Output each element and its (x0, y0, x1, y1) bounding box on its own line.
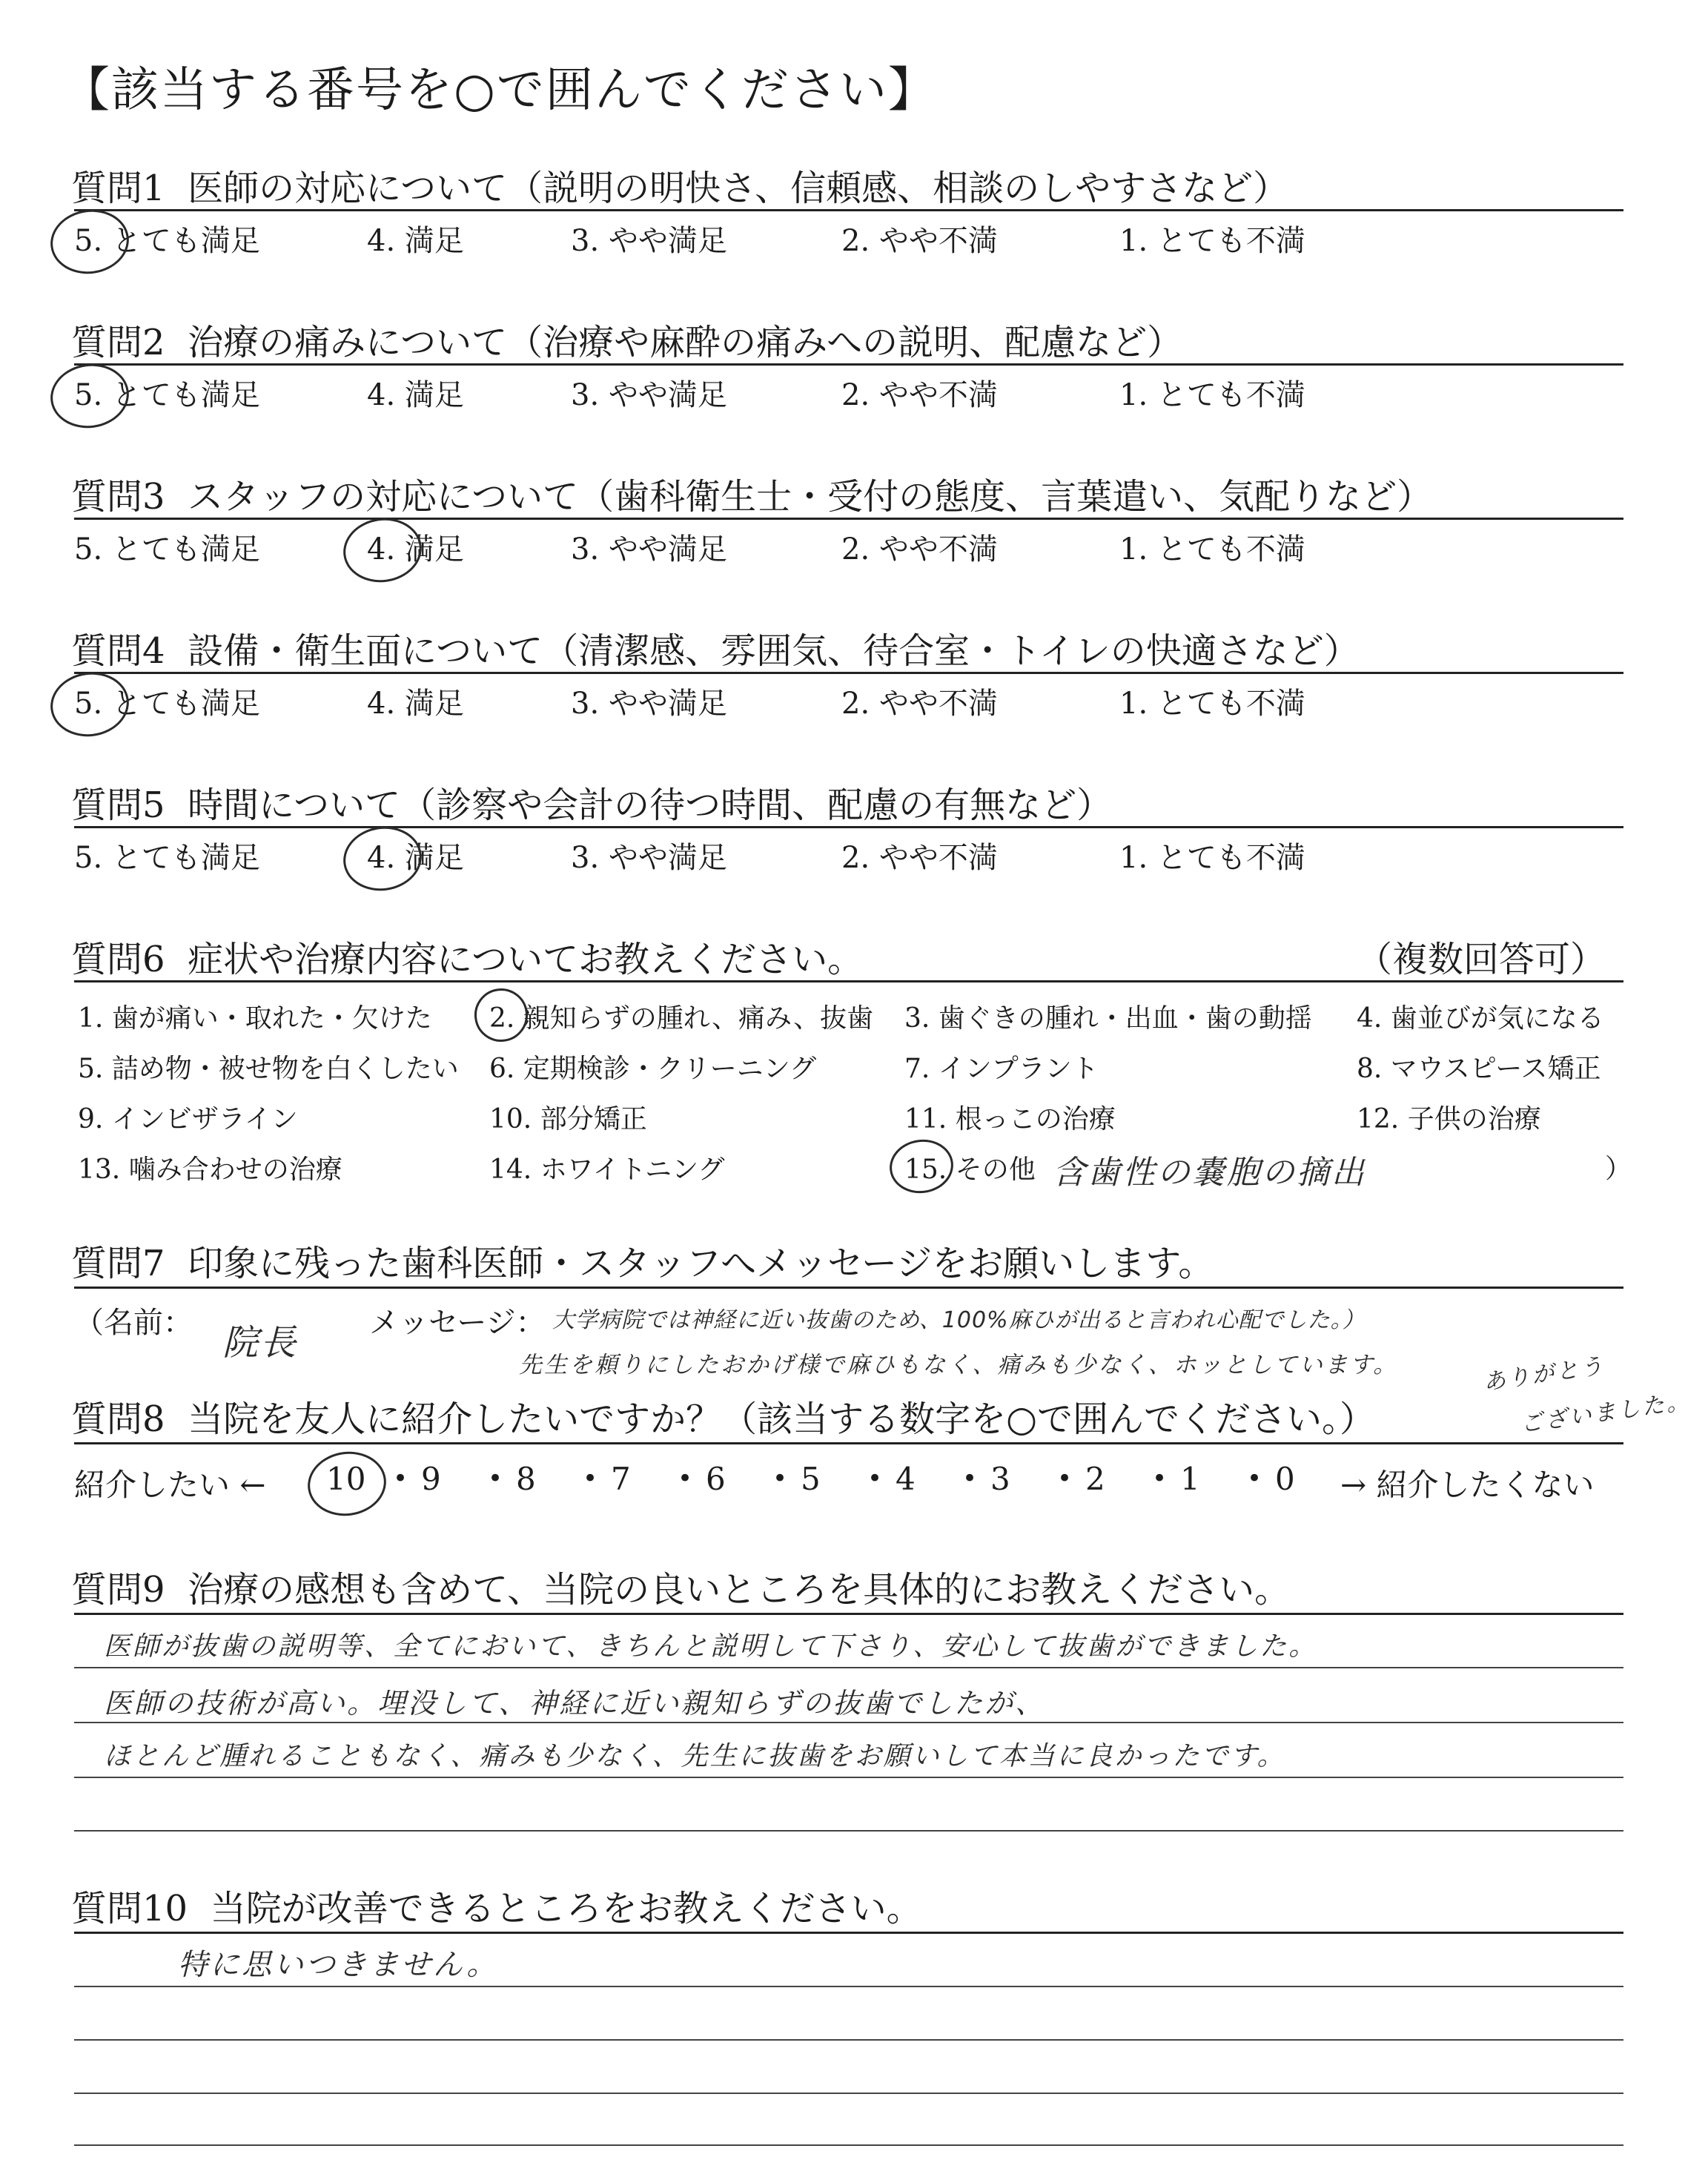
q4-number: 質問4 (71, 630, 165, 672)
q4-option-4[interactable]: 4. 満足 (367, 687, 464, 721)
q8-scale-separator: • (772, 1464, 788, 1493)
q3-number: 質問3 (71, 476, 165, 518)
q4-option-5[interactable]: 5. とても満足 (74, 687, 260, 721)
q2-option-3[interactable]: 3. やや満足 (571, 378, 727, 412)
q10-line-rule-2 (74, 2039, 1623, 2041)
q8-scale-separator: • (1247, 1464, 1262, 1493)
q7-message-extra1: ありがとう (1481, 1353, 1607, 1396)
q7-text: 印象に残った歯科医師・スタッフへメッセージをお願いします。 (188, 1243, 1214, 1284)
q3-option-1[interactable]: 1. とても不満 (1119, 532, 1305, 567)
q6-option-3[interactable]: 3. 歯ぐきの腫れ・出血・歯の動揺 (904, 1003, 1312, 1034)
q9-line-rule-2 (74, 1722, 1623, 1723)
q2-option-5[interactable]: 5. とても満足 (74, 378, 260, 412)
q7-number: 質問7 (71, 1243, 165, 1284)
q3-label (71, 468, 1432, 519)
q10-number: 質問10 (71, 1888, 188, 1929)
q6-other-handwritten: 含歯性の嚢胞の摘出 (1053, 1154, 1366, 1192)
q8-text: 当院を友人に紹介したいですか？（該当する数字を○で囲んでください。） (188, 1398, 1375, 1440)
q6-rule (74, 980, 1623, 982)
q1-number: 質問1 (71, 168, 165, 209)
q8-left-label: 紹介したい ← (74, 1467, 266, 1503)
q8-scale-4[interactable]: 4 (896, 1461, 916, 1497)
q6-label (71, 931, 863, 982)
q6-selection-circle-15 (886, 1135, 956, 1197)
q8-scale-6[interactable]: 6 (706, 1461, 726, 1497)
q8-scale-3[interactable]: 3 (990, 1461, 1010, 1497)
q3-option-4[interactable]: 4. 満足 (367, 532, 464, 567)
q2-option-2[interactable]: 2. やや不満 (841, 378, 998, 412)
q4-option-1[interactable]: 1. とても不満 (1119, 687, 1305, 721)
q2-option-4[interactable]: 4. 満足 (367, 378, 464, 412)
q6-option-15[interactable]: 15. その他 (904, 1155, 1036, 1185)
q10-line-rule-3 (74, 2093, 1623, 2094)
q8-right-label: → 紹介したくない (1340, 1467, 1595, 1503)
q9-answer-line-3: ほとんど腫れることもなく、痛みも少なく、先生に抜歯をお願いして本当に良かったです。 (104, 1741, 1286, 1771)
q8-scale-separator: • (867, 1464, 883, 1493)
q6-option-10[interactable]: 10. 部分矯正 (489, 1104, 647, 1135)
q2-selection-circle (47, 359, 133, 433)
q1-option-2[interactable]: 2. やや不満 (841, 224, 998, 258)
q5-rule (74, 826, 1623, 828)
q10-line-rule-4 (74, 2144, 1623, 2146)
q8-scale-separator: • (962, 1464, 978, 1493)
q3-option-2[interactable]: 2. やや不満 (841, 532, 998, 567)
q9-number: 質問9 (71, 1569, 165, 1611)
q4-option-2[interactable]: 2. やや不満 (841, 687, 998, 721)
q5-option-2[interactable]: 2. やや不満 (841, 841, 998, 875)
q9-line-rule-4 (74, 1830, 1623, 1832)
q2-text: 治療の痛みについて（治療や麻酔の痛みへの説明、配慮など） (188, 322, 1183, 363)
q10-text: 当院が改善できるところをお教えください。 (210, 1888, 922, 1929)
q3-option-5[interactable]: 5. とても満足 (74, 532, 260, 567)
q5-selection-circle (340, 822, 426, 896)
q6-text: 症状や治療内容についてお教えください。 (188, 939, 864, 980)
q8-scale-0[interactable]: 0 (1275, 1461, 1295, 1497)
q8-scale-9[interactable]: 9 (421, 1461, 441, 1497)
q1-rule (74, 209, 1623, 211)
q6-option-5[interactable]: 5. 詰め物・被せ物を白くしたい (78, 1054, 459, 1084)
q6-option-7[interactable]: 7. インプラント (904, 1054, 1099, 1084)
q2-option-1[interactable]: 1. とても不満 (1119, 378, 1305, 412)
q9-line-rule-1 (74, 1667, 1623, 1668)
q5-label (71, 776, 1112, 828)
q6-note: （複数回答可） (1357, 939, 1606, 980)
q6-close-paren: ） (1605, 1154, 1632, 1184)
q6-option-12[interactable]: 12. 子供の治療 (1357, 1104, 1541, 1135)
q6-option-6[interactable]: 6. 定期検診・クリーニング (489, 1054, 817, 1084)
q5-option-5[interactable]: 5. とても満足 (74, 841, 260, 875)
q6-option-9[interactable]: 9. インビザライン (78, 1104, 298, 1135)
q6-selection-circle-2 (471, 985, 531, 1045)
q1-selection-circle (47, 205, 133, 279)
q8-scale-5[interactable]: 5 (801, 1461, 821, 1497)
q8-scale-separator: • (393, 1464, 408, 1493)
q2-label (71, 314, 1182, 365)
q8-rule (74, 1442, 1623, 1444)
q8-label (71, 1390, 1375, 1441)
q6-option-1[interactable]: 1. 歯が痛い・取れた・欠けた (78, 1003, 432, 1034)
q3-text: スタッフの対応について（歯科衛生士・受付の態度、言葉遣い、気配りなど） (188, 476, 1433, 518)
q1-option-3[interactable]: 3. やや満足 (571, 224, 727, 258)
q7-message-extra2: ございました。 (1519, 1388, 1692, 1438)
q8-scale-separator: • (1057, 1464, 1073, 1493)
q5-option-3[interactable]: 3. やや満足 (571, 841, 727, 875)
q6-option-13[interactable]: 13. 噛み合わせの治療 (78, 1155, 342, 1185)
q8-scale-7[interactable]: 7 (611, 1461, 631, 1497)
q3-rule (74, 518, 1623, 520)
q1-text: 医師の対応について（説明の明快さ、信頼感、相談のしやすさなど） (188, 168, 1289, 209)
form-title: 【該当する番号を○で囲んでください】 (62, 63, 937, 118)
q7-message-label: メッセージ： (369, 1306, 546, 1340)
q8-selection-circle (304, 1447, 391, 1521)
q8-scale-8[interactable]: 8 (516, 1461, 536, 1497)
q1-option-4[interactable]: 4. 満足 (367, 224, 464, 258)
q6-option-2[interactable]: 2. 親知らずの腫れ、痛み、抜歯 (489, 1003, 874, 1034)
q4-text: 設備・衛生面について（清潔感、雰囲気、待合室・トイレの快適さなど） (188, 630, 1360, 672)
q7-message-line2: 先生を頼りにしたおかげ様で麻ひもなく、痛みも少なく、ホッとしています。 (519, 1352, 1399, 1378)
q4-rule (74, 672, 1623, 674)
q9-text: 治療の感想も含めて、当院の良いところを具体的にお教えください。 (188, 1569, 1291, 1611)
q9-line-rule-3 (74, 1777, 1623, 1778)
q10-line-rule-1 (74, 1986, 1623, 1987)
q3-option-3[interactable]: 3. やや満足 (571, 532, 727, 567)
q6-option-4[interactable]: 4. 歯並びが気になる (1357, 1003, 1604, 1034)
q6-option-11[interactable]: 11. 根っこの治療 (904, 1104, 1116, 1135)
q4-option-3[interactable]: 3. やや満足 (571, 687, 727, 721)
q8-scale-separator: • (488, 1464, 503, 1493)
q8-scale-10[interactable]: 10 (326, 1461, 366, 1497)
q7-rule (74, 1287, 1623, 1289)
q9-rule (74, 1613, 1623, 1615)
q9-answer-line-2: 医師の技術が高い。埋没して、神経に近い親知らずの抜歯でしたが、 (104, 1687, 1046, 1720)
q8-scale-2[interactable]: 2 (1085, 1461, 1105, 1497)
q1-option-5[interactable]: 5. とても満足 (74, 224, 260, 258)
q7-name-value: 院長 (222, 1322, 299, 1364)
q1-label (71, 159, 1288, 211)
q6-number: 質問6 (71, 939, 165, 980)
q3-selection-circle (340, 513, 426, 587)
q4-selection-circle (47, 667, 133, 742)
q10-label (71, 1880, 922, 1931)
q4-label (71, 622, 1360, 673)
q1-option-1[interactable]: 1. とても不満 (1119, 224, 1305, 258)
q8-number: 質問8 (71, 1398, 165, 1440)
q6-option-8[interactable]: 8. マウスピース矯正 (1357, 1054, 1601, 1084)
q7-message-line1: 大学病院では神経に近い抜歯のため、100%麻ひが出ると言われ心配でした。） (552, 1307, 1366, 1333)
q7-name-label: （名前： (74, 1306, 193, 1340)
q2-rule (74, 363, 1623, 366)
q6-option-14[interactable]: 14. ホワイトニング (489, 1155, 725, 1185)
q7-label (71, 1235, 1214, 1286)
q8-scale-separator: • (678, 1464, 693, 1493)
q2-number: 質問2 (71, 322, 165, 363)
q8-scale-1[interactable]: 1 (1180, 1461, 1200, 1497)
q10-answer: 特に思いつきません。 (178, 1948, 499, 1982)
q8-scale-separator: • (1152, 1464, 1168, 1493)
q9-answer-line-1: 医師が抜歯の説明等、全てにおいて、きちんと説明して下さり、安心して抜歯ができました。 (104, 1631, 1318, 1662)
q8-scale-separator: • (583, 1464, 598, 1493)
q9-label (71, 1561, 1290, 1612)
q5-option-4[interactable]: 4. 満足 (367, 841, 464, 875)
q10-rule (74, 1932, 1623, 1934)
q5-option-1[interactable]: 1. とても不満 (1119, 841, 1305, 875)
q5-number: 質問5 (71, 785, 165, 826)
q5-text: 時間について（診察や会計の待つ時間、配慮の有無など） (188, 785, 1113, 826)
